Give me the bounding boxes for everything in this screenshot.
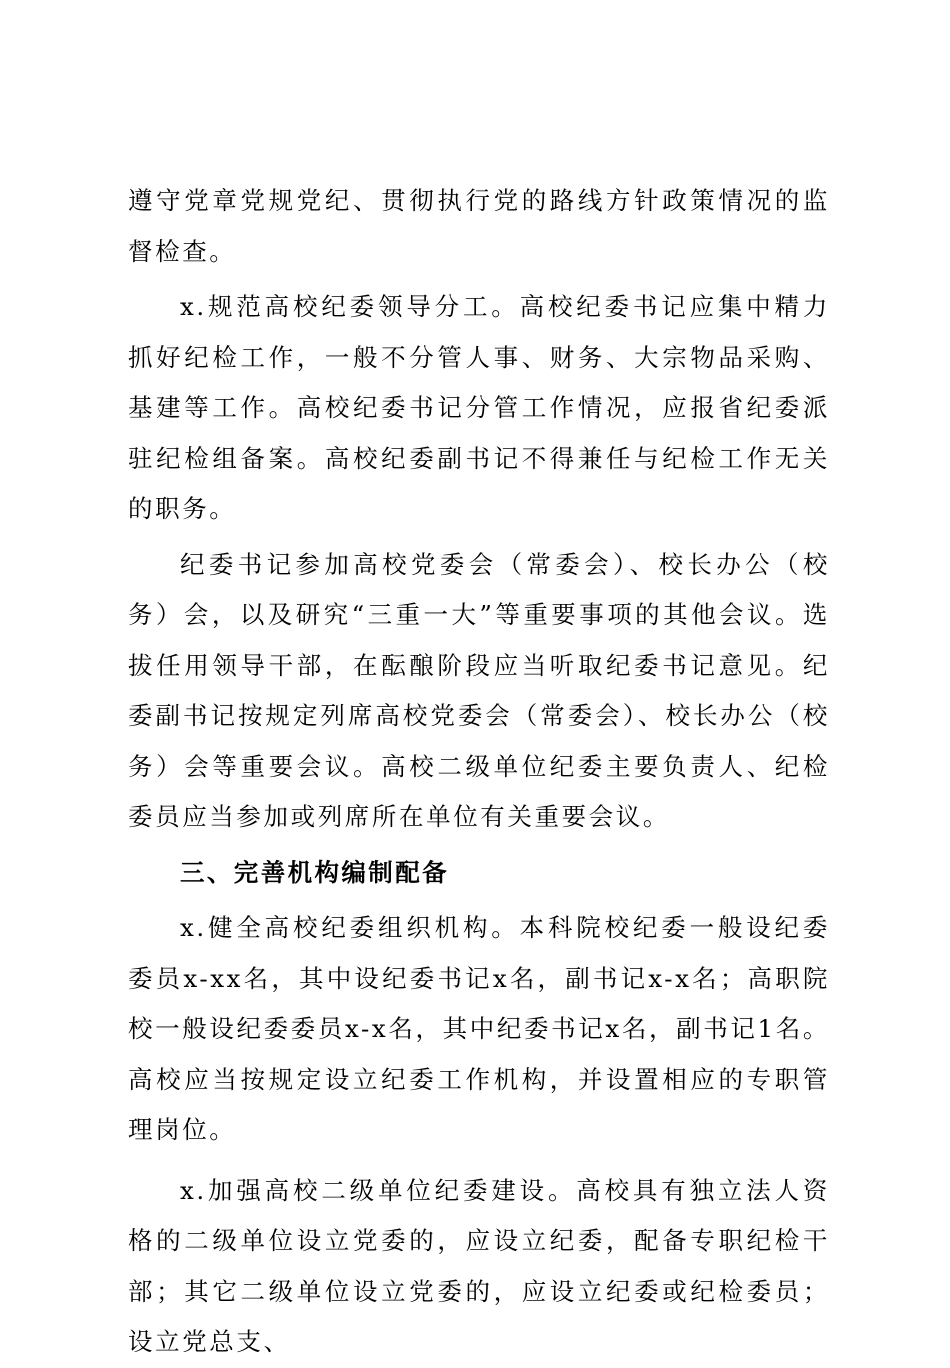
paragraph-continuation: 遵守党章党规党纪、贯彻执行党的路线方针政策情况的监督检查。: [128, 186, 830, 266]
document-body: [128, 176, 830, 1368]
paragraph-secondary-units: x.加强高校二级单位纪委建设。高校具有独立法人资格的二级单位设立党委的，应设立纪委，配备专职纪检干部；其它二级单位设立党委的，应设立纪委或纪检委员；设立党总支、: [128, 1175, 830, 1356]
paragraph-meeting-attendance: 纪委书记参加高校党委会（常委会）、校长办公（校务）会，以及研究“三重一大”等重要事项的其他会议。选拔任用领导干部，在酝酿阶段应当听取纪委书记意见。纪委副书记按规定列席高校党委会（常委会）、校长办公（校务）会等重要会议。高校二级单位纪委主要负责人、纪检委员应当参加或列席所在单位有关重要会议。: [128, 549, 830, 831]
section-heading: 三、完善机构编制配备: [180, 857, 449, 887]
paragraph-leadership-division: x.规范高校纪委领导分工。高校纪委书记应集中精力抓好纪检工作，一般不分管人事、财务、大宗物品采购、基建等工作。高校纪委书记分管工作情况，应报省纪委派驻纪检组备案。高校纪委副书记不得兼任与纪检工作无关的职务。: [128, 292, 830, 523]
paragraph-organization: x.健全高校纪委组织机构。本科院校纪委一般设纪委委员x-xx名，其中设纪委书记x名，副书记x-x名；高职院校一般设纪委委员x-x名，其中纪委书记x名，副书记1名。高校应当按规定设立纪委工作机构，并设置相应的专职管理岗位。: [128, 913, 830, 1144]
